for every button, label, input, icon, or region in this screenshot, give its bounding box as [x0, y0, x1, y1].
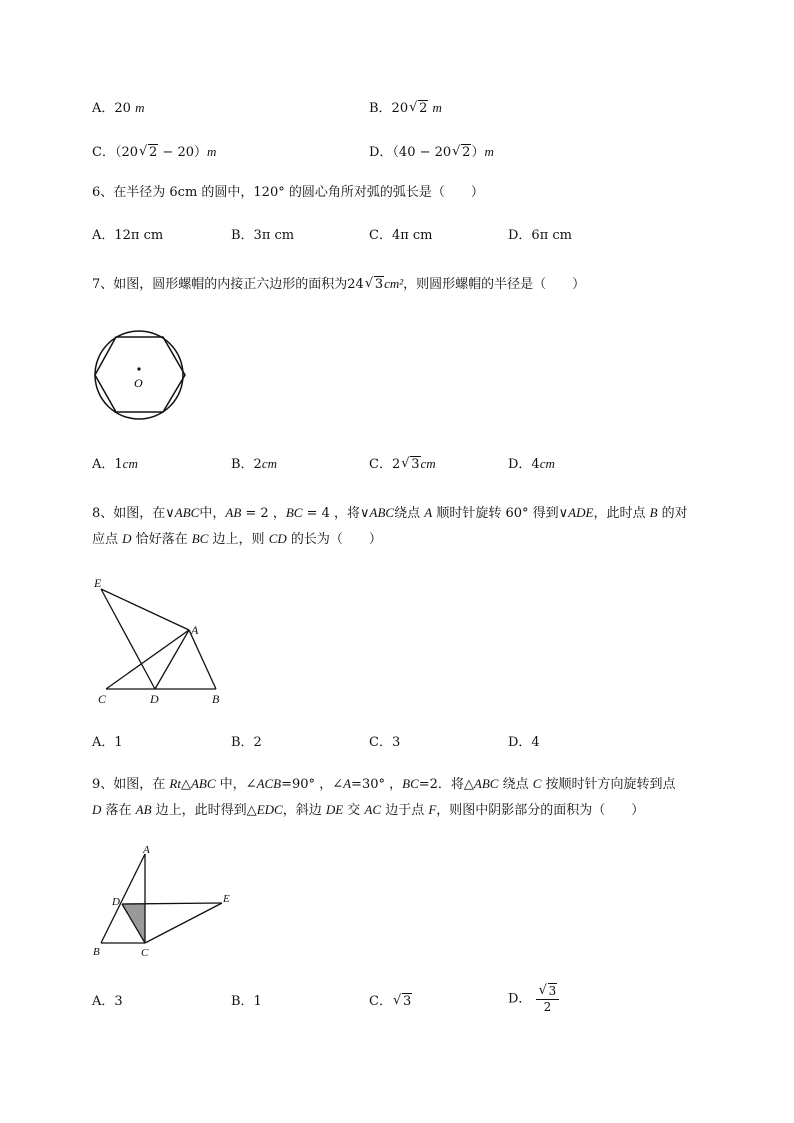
q8-stem-line1: 8、如图，在∨ABC中，AB = 2 ，BC = 4 ，将∨ABC绕点 A 顺时针旋转 60° 得到∨ADE，此时点 B 的对 — [92, 505, 688, 521]
q5-option-b-radical: √ 2 — [409, 100, 428, 118]
label-e: E — [94, 576, 102, 590]
label-d: D — [150, 692, 159, 706]
q8-option-a: A．1 — [92, 735, 123, 750]
inscribed-hexagon — [95, 337, 185, 412]
q5-option-d — [369, 143, 494, 162]
label-a: A — [143, 844, 150, 856]
label-o: O — [134, 376, 143, 390]
q9-figure-rotation — [88, 844, 238, 962]
q5-option-c-radical: √ 2 — [139, 144, 158, 162]
q7-option-d — [508, 455, 555, 474]
q5-option-b — [369, 99, 442, 118]
q6-option-a: A．12π cm — [92, 228, 164, 243]
q8-stem-line2: 应点 D 恰好落在 BC 边上，则 CD 的长为（ ） — [92, 531, 382, 547]
q9-option-b: B．1 — [231, 994, 262, 1009]
segment-ea — [101, 589, 189, 630]
q7-figure-nut — [92, 328, 192, 424]
q7-option-c-unit: cm — [420, 456, 436, 471]
label-d: D — [112, 896, 120, 908]
q9-option-c — [369, 993, 412, 1011]
center-dot — [137, 367, 140, 370]
q9-option-d-denominator: 2 — [543, 1000, 552, 1014]
q7-option-c-pre: C．2 — [369, 457, 401, 472]
segment-da — [155, 630, 189, 689]
segment-ce — [145, 903, 222, 943]
q6-option-b: B．3π cm — [231, 228, 295, 243]
label-c: C — [98, 692, 107, 706]
q7-option-a — [92, 455, 138, 474]
segment-ab — [189, 630, 216, 689]
q8-option-d: D．4 — [508, 735, 540, 750]
label-b: B — [93, 946, 100, 958]
q8-figure-triangles — [88, 572, 238, 708]
label-b: B — [212, 692, 220, 706]
q9-option-d — [508, 984, 559, 1015]
q9-option-d-fraction — [536, 984, 560, 1015]
q7-option-a-text: A．1 — [92, 457, 123, 472]
nut-circle — [95, 331, 183, 419]
q7-option-c — [369, 455, 436, 474]
label-e: E — [223, 893, 230, 905]
q5-option-a-text: A．20 — [92, 101, 131, 116]
q5-option-d-post: ） — [471, 145, 485, 160]
q5-option-c-post: − 20） — [158, 145, 207, 160]
q7-option-b — [231, 455, 277, 474]
q9-option-c-radical: √ 3 — [393, 993, 412, 1011]
q9-option-a: A．3 — [92, 994, 123, 1009]
q5-option-d-radical: √ 2 — [452, 144, 471, 162]
q5-option-a-unit: m — [135, 100, 145, 115]
q5-option-b-text: B．20 — [369, 101, 409, 116]
q9-stem-line2: D 落在 AB 边上，此时得到△EDC，斜边 DE 交 AC 边于点 F，则图中阴影部分的面积为（ ） — [92, 802, 645, 818]
q7-option-d-unit: cm — [539, 456, 555, 471]
q6-option-d: D．6π cm — [508, 228, 572, 243]
q9-option-c-text: C． — [369, 994, 392, 1009]
q7-stem-unit: cm² — [384, 276, 404, 291]
q9-stem-line1: 9、如图，在 Rt△ABC 中，∠ACB=90° ，∠A=30° ，BC=2．将△ABC 绕点 C 按顺时针方向旋转到点 — [92, 776, 676, 792]
q7-option-c-radical: √ 3 — [401, 456, 420, 474]
q7-stem-post: ，则圆形螺帽的半径是（ ） — [403, 277, 586, 292]
q9-option-d-radical: √ 3 — [539, 984, 558, 999]
label-a: A — [191, 623, 199, 637]
q6-stem: 6、在半径为 6cm 的圆中，120° 的圆心角所对弧的弧长是（ ） — [92, 185, 484, 200]
q7-stem-pre: 7、如图，圆形螺帽的内接正六边形的面积为24 — [92, 277, 364, 292]
q8-option-b: B．2 — [231, 735, 262, 750]
q5-option-a — [92, 99, 144, 118]
q8-option-c: C．3 — [369, 735, 401, 750]
q7-option-b-unit: cm — [261, 456, 277, 471]
q5-option-c-unit: m — [206, 144, 217, 159]
q5-option-d-pre: D．（40 − 20 — [369, 145, 452, 160]
q5-option-b-unit: m — [432, 100, 442, 115]
q9-option-d-text: D． — [508, 991, 532, 1007]
q6-option-c: C．4π cm — [369, 228, 433, 243]
q7-option-d-text: D．4 — [508, 457, 540, 472]
segment-de — [122, 903, 222, 904]
label-c: C — [141, 947, 149, 959]
q5-option-c-pre: C．（20 — [92, 145, 138, 160]
q7-option-a-unit: cm — [122, 456, 138, 471]
q7-option-b-text: B．2 — [231, 457, 262, 472]
q7-stem-radical: √ 3 — [365, 276, 384, 294]
segment-ca — [106, 630, 189, 689]
q5-option-d-unit: m — [484, 144, 494, 159]
q5-option-c — [92, 143, 216, 162]
q7-stem — [92, 275, 585, 294]
